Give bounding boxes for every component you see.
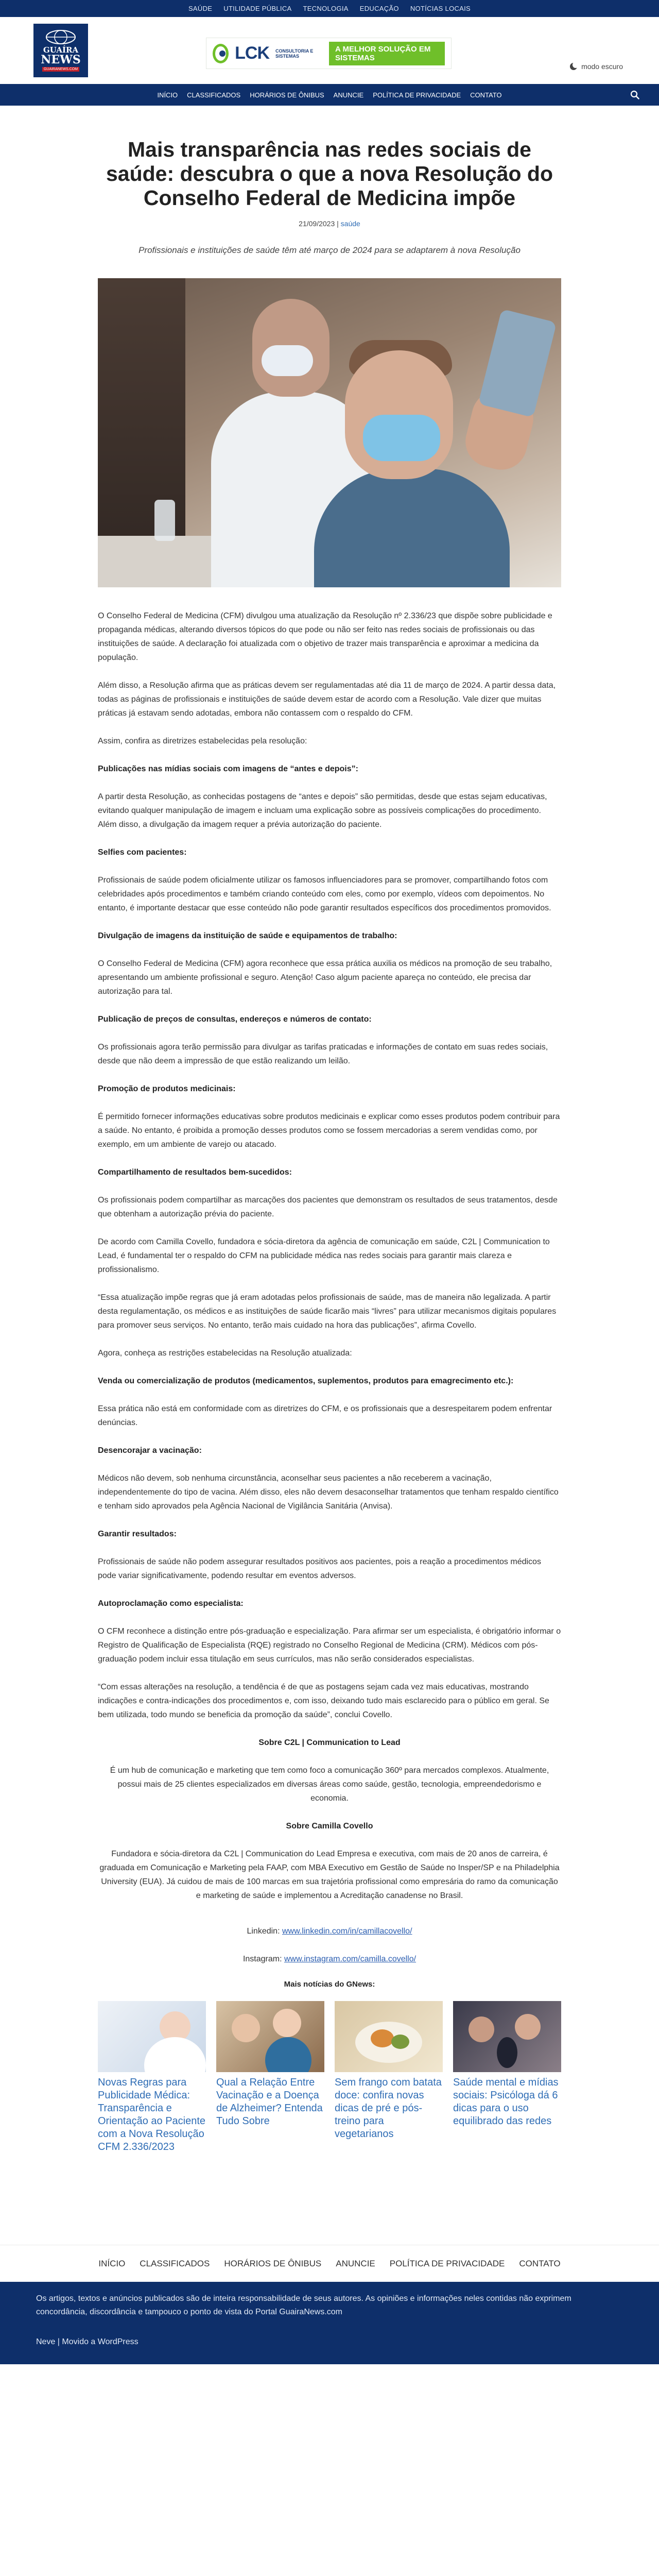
related-thumbnail xyxy=(335,2001,443,2072)
author-links xyxy=(98,1924,561,1966)
footer-credits xyxy=(36,2335,623,2349)
article-section-heading: Sobre C2L | Communication to Lead xyxy=(258,1738,401,1747)
article-subheading: Selfies com pacientes: xyxy=(98,848,187,857)
topbar-link-educacao[interactable]: EDUCAÇÃO xyxy=(359,5,399,12)
article-paragraph: Assim, confira as diretrizes estabelecidas pela resolução: xyxy=(98,737,307,745)
article-paragraph: É permitido fornecer informações educativas sobre produtos medicinais e explicar como esses produtos podem contribuir para a saúde. No entanto, é proibida a promoção desses produtos como se fossem mercadorias a serem vendidas como, por exemplo, em um ambiente de varejo ou atacado. xyxy=(98,1112,560,1149)
article-paragraph: “Com essas alterações na resolução, a tendência é de que as postagens sejam cada vez mais educativas, mostrando indicações e contra-indicações dos procedimentos e, com isso, deixando tudo mais esclarecido para o público em geral. Se bem utilizada, todo mundo se beneficia da promoção da saúde”, conclui Covello. xyxy=(98,1683,549,1719)
header-ad-banner[interactable] xyxy=(206,38,452,69)
article-paragraph: O CFM reconhece a distinção entre pós-graduação e especialização. Para afirmar ser um especialista, é obrigatório informar o Registro de Qualificação de Especialista (RQE) registrado no Conselho Regional de Medicina (CRM). Médicos com pós-graduação podem incluir essa titulação em seus currículos, mas não serão considerados especialistas. xyxy=(98,1627,561,1664)
article-meta xyxy=(98,219,561,228)
topbar-link-noticias-locais[interactable]: NOTÍCIAS LOCAIS xyxy=(410,5,471,12)
article-body xyxy=(98,609,561,1903)
instagram-link[interactable]: www.instagram.com/camilla.covello/ xyxy=(284,1955,417,1963)
article-subheading: Divulgação de imagens da instituição de saúde e equipamentos de trabalho: xyxy=(98,931,397,940)
article-paragraph: Profissionais de saúde podem oficialmente utilizar os famosos influenciadores para se promover, compartilhando fotos com celebridades após procedimentos e também criando conteúdo com eles, como por exemplo, vídeos com depoimentos. No entanto, é importante destacar que esse conteúdo não pode garantir resultados específicos dos procedimentos promovidos. xyxy=(98,876,551,912)
related-news-list xyxy=(98,2001,561,2154)
article-subheading: Garantir resultados: xyxy=(98,1530,177,1538)
article-date: 21/09/2023 xyxy=(299,219,335,228)
theme-link[interactable]: Neve xyxy=(36,2337,56,2346)
instagram-line xyxy=(98,1952,561,1966)
footer-nav-anuncie[interactable]: ANUNCIE xyxy=(336,2258,375,2268)
footer-nav-horarios-onibus[interactable]: HORÁRIOS DE ÔNIBUS xyxy=(224,2258,322,2268)
article-paragraph: Médicos não devem, sob nenhuma circunstância, aconselhar seus pacientes a não receberem a vacinação, independentemente do tipo de vacina. Além disso, eles não devem desaconselhar tratamentos que tenham respaldo científico e tenham sido aprovados pela Agência Nacional de Vigilância Sanitária (Anvisa). xyxy=(98,1474,559,1511)
article-subheading: Promoção de produtos medicinais: xyxy=(98,1084,236,1093)
topbar-link-utilidade-publica[interactable]: UTILIDADE PÚBLICA xyxy=(223,5,292,12)
globe-icon xyxy=(45,29,76,45)
article-subheading: Venda ou comercialização de produtos (medicamentos, suplementos, produtos para emagrecimento etc.): xyxy=(98,1377,514,1385)
site-logo[interactable] xyxy=(33,24,88,77)
article xyxy=(98,138,561,2154)
footer-nav xyxy=(0,2245,659,2282)
site-header xyxy=(0,17,659,84)
footer-nav-politica-privacidade[interactable]: POLÍTICA DE PRIVACIDADE xyxy=(389,2258,505,2268)
related-card-title: Saúde mental e mídias sociais: Psicóloga dá 6 dicas para o uso equilibrado das redes xyxy=(453,2077,559,2127)
footer-nav-contato[interactable]: CONTATO xyxy=(519,2258,561,2268)
article-paragraph: O Conselho Federal de Medicina (CFM) divulgou uma atualização da Resolução nº 2.336/23 que dispõe sobre publicidade e propaganda médicas, alterando diversos tópicos do que pode ou não ser feito nas redes sociais de profissionais ou das instituições de saúde. A declaração foi atualizada com o objetivo de trazer mais transparência e aproximar a medicina da população. xyxy=(98,612,552,662)
article-category-link[interactable]: saúde xyxy=(340,219,360,228)
article-paragraph: “Essa atualização impõe regras que já eram adotadas pelos profissionais de saúde, mas de maneira não legalizada. A partir desta regulamentação, os médicos e as instituições de saúde ficarão mais “livres” para utilizar mecanismos digitais populares para promover seus serviços. No entanto, terão mais cuidado na hora das publicações”, afirma Covello. xyxy=(98,1293,557,1330)
linkedin-label: Linkedin: xyxy=(247,1927,280,1936)
meta-separator: | xyxy=(337,219,341,228)
article-paragraph: De acordo com Camilla Covello, fundadora e sócia-diretora da agência de comunicação em saúde, C2L | Communication to Lead, é fundamental ter o respaldo do CFM na publicidade médica nas redes sociais para garantir mais clareza e profissionalismo. xyxy=(98,1238,550,1274)
nav-contato[interactable]: CONTATO xyxy=(470,91,502,99)
logo-text-top: GUAÍRA xyxy=(43,45,79,55)
topbar-link-saude[interactable]: SAÚDE xyxy=(188,5,213,12)
article-paragraph: Essa prática não está em conformidade com as diretrizes do CFM, e os profissionais que a desrespeitarem podem enfrentar denúncias. xyxy=(98,1404,552,1427)
related-card-title: Novas Regras para Publicidade Médica: Transparência e Orientação ao Paciente com a Nova Resolução CFM 2.336/2023 xyxy=(98,2077,206,2153)
related-card[interactable] xyxy=(216,2001,324,2154)
dark-mode-toggle[interactable] xyxy=(570,62,623,71)
related-card-title: Qual a Relação Entre Vacinação e a Doença de Alzheimer? Entenda Tudo Sobre xyxy=(216,2077,323,2127)
linkedin-link[interactable]: www.linkedin.com/in/camillacovello/ xyxy=(282,1927,412,1936)
logo-text-main: NEWS xyxy=(41,53,81,66)
main-nav xyxy=(0,84,659,106)
article-paragraph: Os profissionais podem compartilhar as marcações dos pacientes que demonstram os resultados de seus tratamentos, desde que obtenham a autorização prévia do paciente. xyxy=(98,1196,558,1218)
nav-classificados[interactable]: CLASSIFICADOS xyxy=(187,91,241,99)
site-footer xyxy=(0,2282,659,2364)
related-thumbnail xyxy=(98,2001,206,2072)
powered-by: Movido a WordPress xyxy=(62,2337,138,2346)
article-paragraph: Profissionais de saúde não podem assegurar resultados positivos aos pacientes, pois a reação a procedimentos médicos pode variar significativamente, podendo resultar em eventos adversos. xyxy=(98,1557,541,1580)
related-card-title: Sem frango com batata doce: confira novas dicas de pré e pós-treino para vegetarianos xyxy=(335,2077,442,2140)
nav-inicio[interactable]: INÍCIO xyxy=(157,91,178,99)
ad-brand: LCK xyxy=(235,43,270,63)
related-news-title: Mais notícias do GNews: xyxy=(284,1980,375,1989)
article-section-heading: Sobre Camilla Covello xyxy=(286,1822,373,1831)
article-paragraph: Além disso, a Resolução afirma que as práticas devem ser regulamentadas até dia 11 de março de 2024. A partir dessa data, todas as páginas de profissionais e instituições de saúde devem estar de acordo com a Resolução. Vale dizer que muitas práticas já estavam sendo adotadas, embora não contassem com o respaldo do CFM. xyxy=(98,681,556,718)
footer-nav-classificados[interactable]: CLASSIFICADOS xyxy=(140,2258,210,2268)
related-thumbnail xyxy=(216,2001,324,2072)
article-paragraph-centered: É um hub de comunicação e marketing que tem como foco a comunicação 360º para mercados complexos. Atualmente, possui mais de 25 clientes especializados em diversas áreas como saúde, gestão, tecnologia, empreendedorismo e economia. xyxy=(110,1766,549,1803)
related-thumbnail xyxy=(453,2001,561,2072)
article-subheading: Autoproclamação como especialista: xyxy=(98,1599,244,1608)
article-subheading: Publicações nas mídias sociais com imagens de “antes e depois”: xyxy=(98,765,358,773)
related-card[interactable] xyxy=(453,2001,561,2154)
ad-logo-icon xyxy=(213,44,229,63)
credits-separator: | xyxy=(55,2337,62,2346)
instagram-label: Instagram: xyxy=(242,1955,282,1963)
article-paragraph: Os profissionais agora terão permissão para divulgar as tarifas praticadas e informações de contato em suas redes sociais, desde que não deem a impressão de que estão realizando um leilão. xyxy=(98,1043,548,1065)
article-paragraph-centered: Fundadora e sócia-diretora da C2L | Communication do Lead Empresa e executiva, com mais de 20 anos de carreira, é graduada em Comunicação e Marketing pela FAAP, com MBA Executivo em Gestão de Saúde no Insper/SP e na Philadelphia University (EUA). Já cuidou de mais de 100 marcas em sua trajetória profissional como empresária do ramo da comunicação e marketing de saúde e implementou a Acreditação canadense no Brasil. xyxy=(99,1850,560,1900)
related-card[interactable] xyxy=(335,2001,443,2154)
related-card[interactable] xyxy=(98,2001,206,2154)
article-title: Mais transparência nas redes sociais de saúde: descubra o que a nova Resolução do Conselho Federal de Medicina impõe xyxy=(106,138,553,210)
nav-anuncie[interactable]: ANUNCIE xyxy=(333,91,364,99)
article-subheading: Compartilhamento de resultados bem-sucedidos: xyxy=(98,1168,292,1177)
nav-politica-privacidade[interactable]: POLÍTICA DE PRIVACIDADE xyxy=(373,91,461,99)
dark-mode-label: modo escuro xyxy=(581,62,623,71)
article-hero-image xyxy=(98,278,561,587)
footer-nav-inicio[interactable]: INÍCIO xyxy=(98,2258,126,2268)
article-lead: Profissionais e instituições de saúde têm até março de 2024 para se adaptarem à nova Resolução xyxy=(138,245,521,255)
linkedin-line xyxy=(98,1924,561,1938)
topbar-link-tecnologia[interactable]: TECNOLOGIA xyxy=(303,5,349,12)
article-paragraph: A partir desta Resolução, as conhecidas postagens de “antes e depois” são permitidas, desde que estas sejam educativas, evitando qualquer manipulação de imagem e incluam uma explicação sobre as possíveis complicações do procedimento. Além disso, a divulgação da imagem requer a prévia autorização do paciente. xyxy=(98,792,547,829)
top-bar xyxy=(0,0,659,17)
ad-subtitle: CONSULTORIA E SISTEMAS xyxy=(275,48,314,59)
article-paragraph: Agora, conheça as restrições estabelecidas na Resolução atualizada: xyxy=(98,1349,352,1358)
search-icon[interactable] xyxy=(630,90,639,99)
ad-slogan: A MELHOR SOLUÇÃO EM SISTEMAS xyxy=(329,42,445,65)
moon-icon xyxy=(570,63,577,70)
article-paragraph: O Conselho Federal de Medicina (CFM) agora reconhece que essa prática auxilia os médicos na promoção de seu trabalho, apresentando um ambiente profissional e seguro. Atenção! Caso algum paciente apareça no conteúdo, ele precisa dar autorização para tal. xyxy=(98,959,552,996)
logo-text-url: GUAIRANEWS.COM xyxy=(42,67,79,72)
article-subheading: Desencorajar a vacinação: xyxy=(98,1446,202,1455)
footer-disclaimer: Os artigos, textos e anúncios publicados são de inteira responsabilidade de seus autores. As opiniões e informações neles contidas não exprimem concordância, discordância e tampouco o ponto de vista do Portal GuairaNews.com xyxy=(36,2294,571,2316)
nav-horarios-onibus[interactable]: HORÁRIOS DE ÔNIBUS xyxy=(250,91,324,99)
article-subheading: Publicação de preços de consultas, endereços e números de contato: xyxy=(98,1015,372,1024)
